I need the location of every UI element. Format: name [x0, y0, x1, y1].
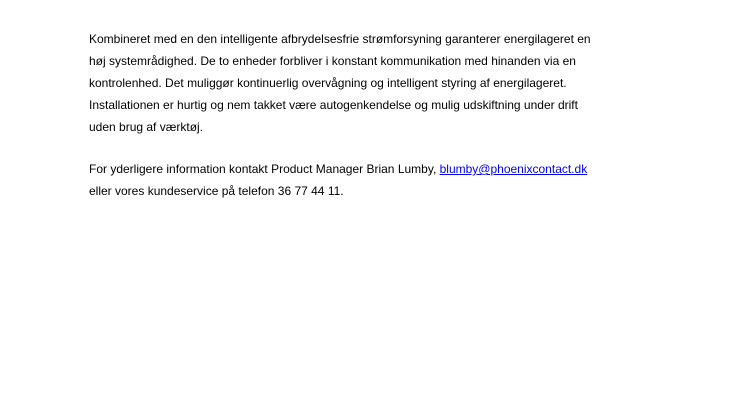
paragraph-product-description	[89, 28, 689, 138]
contact-line	[89, 158, 689, 180]
paragraph-line: uden brug af værktøj.	[89, 120, 204, 134]
paragraph-line: Kombineret med en den intelligente afbrydelsesfrie strømforsyning garanterer energilageret en	[89, 32, 591, 46]
contact-phone-line: eller vores kundeservice på telefon 36 77 44 11.	[89, 184, 344, 198]
paragraph-line: kontrolenhed. Det muliggør kontinuerlig overvågning og intelligent styring af energilageret.	[89, 76, 567, 90]
contact-text: For yderligere information kontakt Product Manager Brian Lumby,	[89, 162, 440, 176]
paragraph-contact-info	[89, 158, 689, 202]
paragraph-line: Installationen er hurtig og nem takket være autogenkendelse og mulig udskiftning under drift	[89, 98, 578, 112]
email-link[interactable]: blumby@phoenixcontact.dk	[439, 162, 588, 176]
paragraph-line: høj systemrådighed. De to enheder forbliver i konstant kommunikation med hinanden via en	[89, 54, 576, 68]
